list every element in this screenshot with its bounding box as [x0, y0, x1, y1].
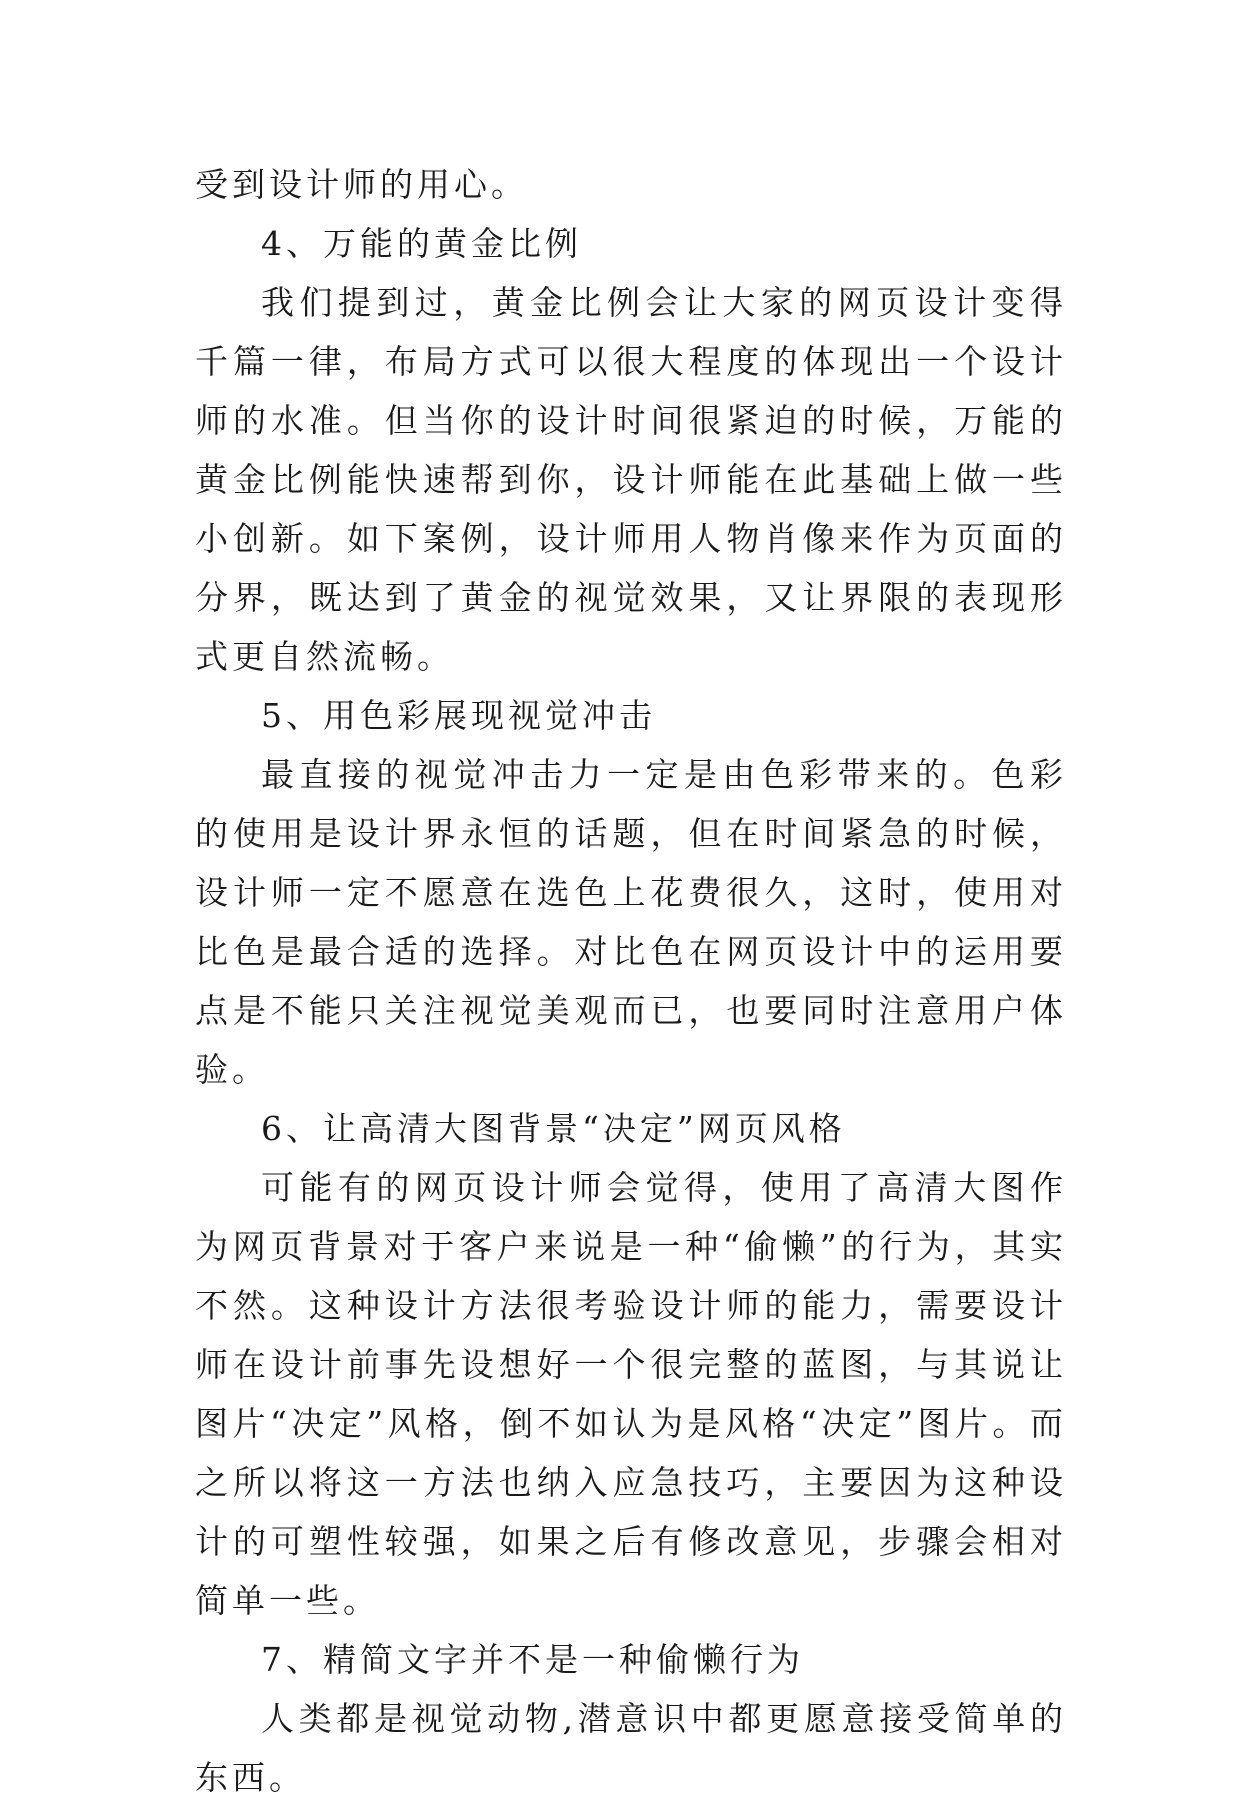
section-heading-7: 7、精简文字并不是一种偷懒行为 — [261, 1640, 804, 1679]
paragraph-continuation: 受到设计师的用心。 — [195, 165, 528, 204]
paragraph-simplified-text: 人类都是视觉动物,潜意识中都更愿意接受简单的东西。 — [195, 1699, 1067, 1797]
document-body — [195, 155, 1067, 1807]
section-heading-5: 5、用色彩展现视觉冲击 — [261, 696, 656, 735]
section-heading-4: 4、万能的黄金比例 — [261, 224, 582, 263]
paragraph-color-impact: 最直接的视觉冲击力一定是由色彩带来的。色彩的使用是设计界永恒的话题，但在时间紧急的时候，设计师一定不愿意在选色上花费很久，这时，使用对比色是最合适的选择。对比色在网页设计中的运用要点是不能只关注视觉美观而已，也要同时注意用户体验。 — [195, 755, 1067, 1089]
paragraph-golden-ratio: 我们提到过，黄金比例会让大家的网页设计变得千篇一律，布局方式可以很大程度的体现出一个设计师的水准。但当你的设计时间很紧迫的时候，万能的黄金比例能快速帮到你，设计师能在此基础上做一些小创新。如下案例，设计师用人物肖像来作为页面的分界，既达到了黄金的视觉效果，又让界限的表现形式更自然流畅。 — [195, 283, 1067, 676]
section-heading-6: 6、让高清大图背景“决定”网页风格 — [261, 1109, 846, 1148]
paragraph-hd-background: 可能有的网页设计师会觉得，使用了高清大图作为网页背景对于客户来说是一种“偷懒”的行为，其实不然。这种设计方法很考验设计师的能力，需要设计师在设计前事先设想好一个很完整的蓝图，与其说让图片“决定”风格，倒不如认为是风格“决定”图片。而之所以将这一方法也纳入应急技巧，主要因为这种设计的可塑性较强，如果之后有修改意见，步骤会相对简单一些。 — [195, 1168, 1067, 1620]
